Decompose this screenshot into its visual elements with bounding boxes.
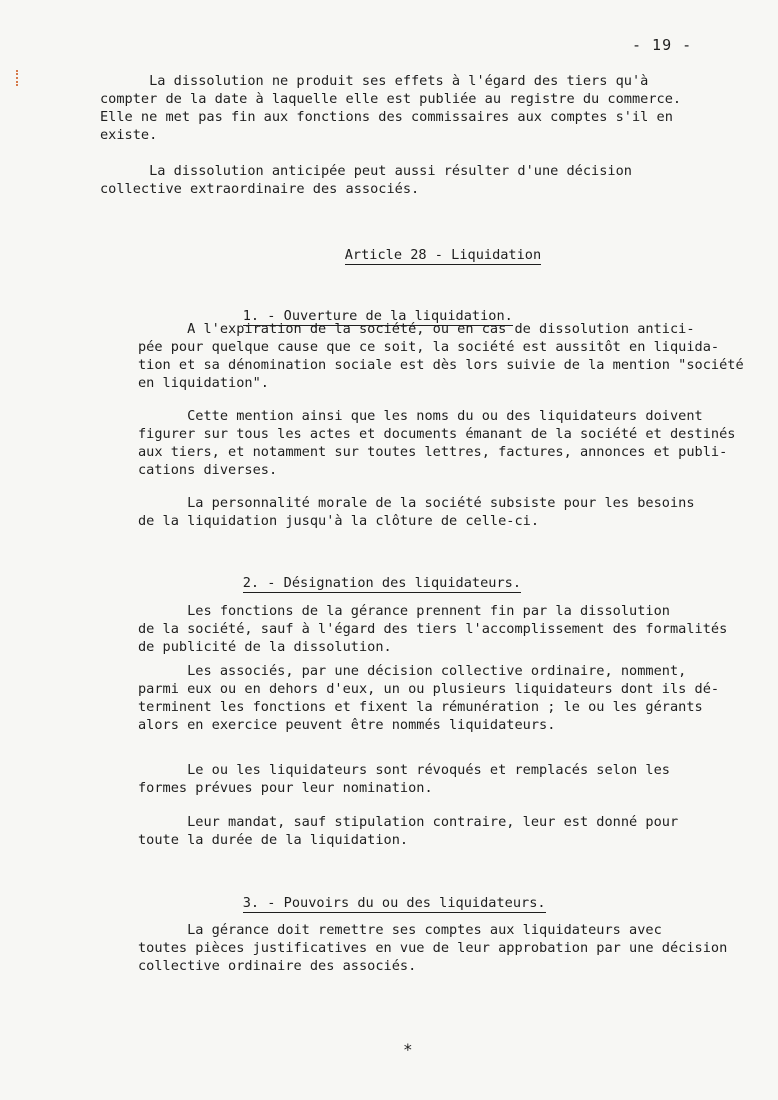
paragraph-anticipated-dissolution: La dissolution anticipée peut aussi résulter d'une décision collective extraordinaire des associés. bbox=[100, 163, 632, 197]
paragraph-dissolution-effects: La dissolution ne produit ses effets à l'égard des tiers qu'à compter de la date à laquelle elle est publiée au registre du commerce. Elle ne met pas fin aux fonctions des commissaires aux comptes s'il en existe. bbox=[100, 73, 682, 143]
article-title: Article 28 - Liquidation bbox=[344, 247, 542, 263]
margin-ink-mark bbox=[16, 70, 24, 86]
footer-asterisk: * bbox=[403, 1040, 413, 1059]
paragraph-legal-personality: La personnalité morale de la société subsiste pour les besoins de la liquidation jusqu'à la clôture de celle-ci. bbox=[138, 495, 695, 529]
page-number: - 19 - bbox=[632, 36, 693, 54]
paragraph-management-end: Les fonctions de la gérance prennent fin par la dissolution de la société, sauf à l'égard des tiers l'accomplissement des formalités de publicité de la dissolution. bbox=[138, 603, 728, 655]
article-heading bbox=[312, 228, 541, 282]
paragraph-liquidator-appointment: Les associés, par une décision collective ordinaire, nomment, parmi eux ou en dehors d'eux, un ou plusieurs liquidateurs dont ils dé- terminent les fonctions et fixent la rémunération ; le ou les gérants alors en exercice peuvent être nommés liquidateurs. bbox=[138, 663, 720, 733]
paragraph-mandate-duration: Leur mandat, sauf stipulation contraire, leur est donné pour toute la durée de la liquidation. bbox=[138, 814, 679, 848]
paragraph-accounts-handover: La gérance doit remettre ses comptes aux liquidateurs avec toutes pièces justificatives en vue de leur approbation par une décision collective ordinaire des associés. bbox=[138, 922, 728, 974]
paragraph-liquidation-opening: A l'expiration de la société, ou en cas de dissolution antici- pée pour quelque cause que ce soit, la société est aussitôt en liquida- tion et sa dénomination sociale est dès lors suivie de la mention "société en liquidation". bbox=[138, 321, 744, 391]
section-1-title: 1. - Ouverture de la liquidation. bbox=[242, 308, 513, 324]
paragraph-mention-requirements: Cette mention ainsi que les noms du ou des liquidateurs doivent figurer sur tous les actes et documents émanant de la société et destinés aux tiers, et notamment sur toutes lettres, factures, annonces et publi- cations diverses. bbox=[138, 408, 736, 478]
section-2-title: 2. - Désignation des liquidateurs. bbox=[242, 575, 522, 591]
section-3-title: 3. - Pouvoirs du ou des liquidateurs. bbox=[242, 895, 546, 911]
paragraph-liquidator-revocation: Le ou les liquidateurs sont révoqués et remplacés selon les formes prévues pour leur nomination. bbox=[138, 762, 670, 796]
